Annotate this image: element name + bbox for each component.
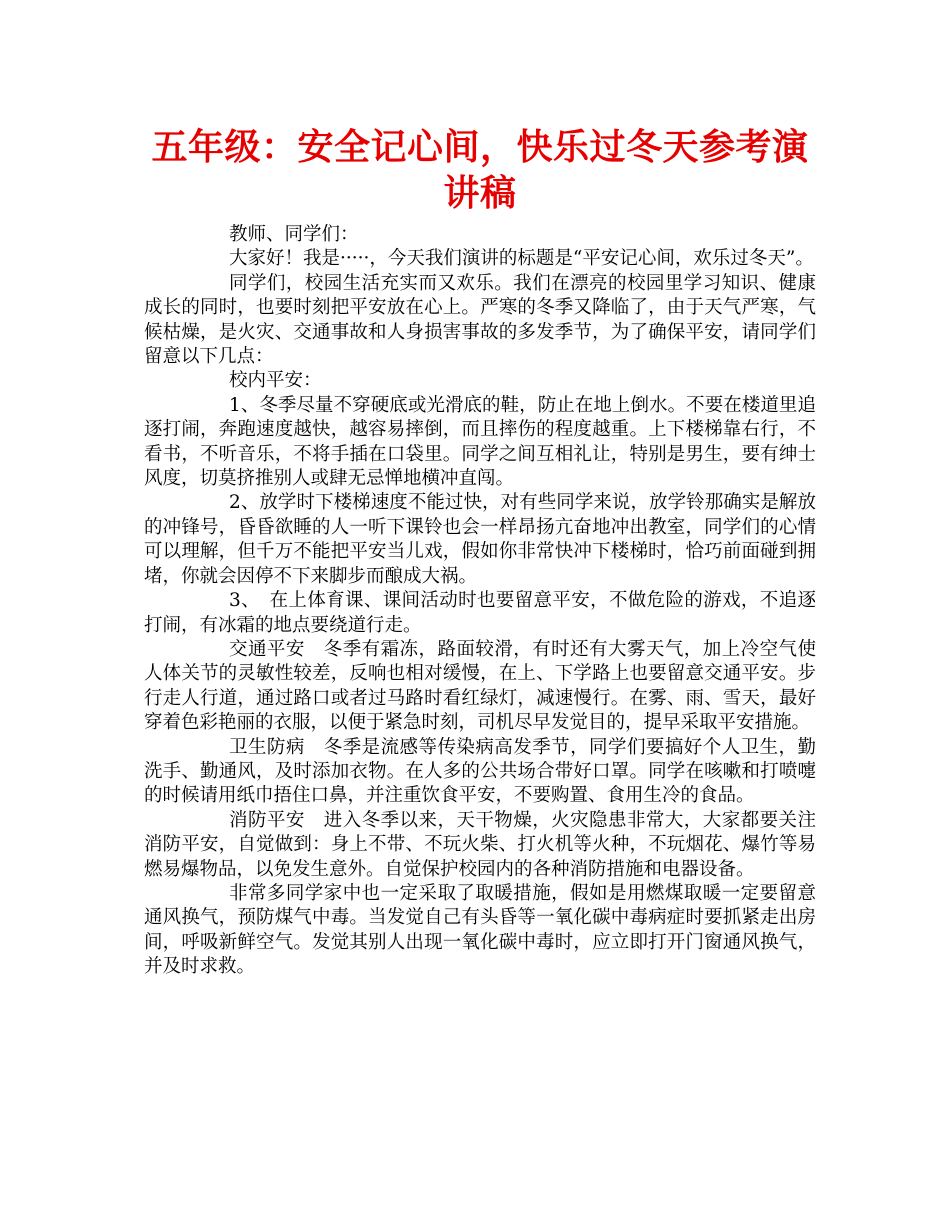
greeting-paragraph: 大家好！我是·····，今天我们演讲的标题是“平安记心间，欢乐过冬天”。 xyxy=(229,248,814,270)
document-page xyxy=(144,125,816,980)
intro-paragraph: 同学们，校园生活充实而又欢乐。我们在漂亮的校园里学习知识、健康成长的同时，也要时刻把平安放在心上。严寒的冬季又降临了，由于天气严寒，气候枯燥，是火灾、交通事故和人身损害事故的多发季节，为了确保平安，请同学们留意以下几点： xyxy=(144,272,816,368)
fire-safety-paragraph: 消防平安 进入冬季以来，天干物燥，火灾隐患非常大，大家都要关注消防平安，自觉做到：身上不带、不玩火柴、打火机等火种，不玩烟花、爆竹等易燃易爆物品，以免发生意外。自觉保护校园内的各种消防措施和电器设备。 xyxy=(144,809,816,880)
section-heading-campus-safety: 校内平安： xyxy=(229,370,322,392)
traffic-safety-paragraph: 交通平安 冬季有霜冻，路面较滑，有时还有大雾天气，加上冷空气使人体关节的灵敏性较差，反响也相对缓慢，在上、下学路上也要留意交通平安。步行走人行道，通过路口或者过马路时看红绿灯，减速慢行。在雾、雨、雪天，最好穿着色彩艳丽的衣服，以便于紧急时刻，司机尽早发觉目的，提早采取平安措施。 xyxy=(144,638,816,734)
document-body xyxy=(144,223,816,980)
document-title: 五年级：安全记心间，快乐过冬天参考演讲稿 xyxy=(151,127,809,214)
health-paragraph: 卫生防病 冬季是流感等传染病高发季节，同学们要搞好个人卫生，勤洗手、勤通风，及时添加衣物。在人多的公共场合带好口罩。同学在咳嗽和打喷嚏的时候请用纸巾捂住口鼻，并注重饮食平安，不要购置、食用生冷的食品。 xyxy=(144,736,816,807)
heating-safety-paragraph: 非常多同学家中也一定采取了取暖措施，假如是用燃煤取暖一定要留意通风换气，预防煤气中毒。当发觉自己有头昏等一氧化碳中毒病症时要抓紧走出房间，呼吸新鲜空气。发觉其别人出现一氧化碳中毒时，应立即打开门窗通风换气，并及时求救。 xyxy=(144,882,816,978)
campus-safety-item-3: 3、 在上体育课、课间活动时也要留意平安，不做危险的游戏，不追逐打闹，有冰霜的地点要绕道行走。 xyxy=(144,590,816,636)
campus-safety-item-1: 1、冬季尽量不穿硬底或光滑底的鞋，防止在地上倒水。不要在楼道里追逐打闹，奔跑速度越快，越容易摔倒，而且摔伤的程度越重。上下楼梯靠右行，不看书，不听音乐，不将手插在口袋里。同学之间互相礼让，特别是男生，要有绅士风度，切莫挤推别人或肆无忌惮地横冲直闯。 xyxy=(144,394,816,490)
campus-safety-item-2: 2、放学时下楼梯速度不能过快，对有些同学来说，放学铃那确实是解放的冲锋号，昏昏欲睡的人一听下课铃也会一样昂扬亢奋地冲出教室，同学们的心情可以理解，但千万不能把平安当儿戏，假如你非常快冲下楼梯时，恰巧前面碰到拥堵，你就会因停不下来脚步而酿成大祸。 xyxy=(144,492,816,587)
salutation: 教师、同学们： xyxy=(229,224,359,245)
